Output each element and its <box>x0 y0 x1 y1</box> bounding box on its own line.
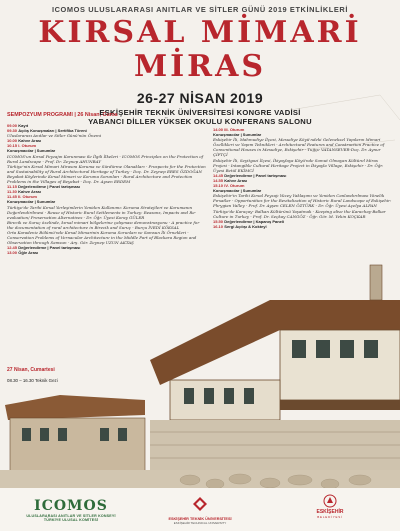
program-right-column <box>213 127 393 229</box>
entry-text: Türkiye'de Karaçay- Balkan Kültürünü Yaşatmak - Keeping alive the Karachay-Balkar Culture in Turkey - Prof. Dr. Seçkay CANGÖZ - Öğr. Gör. M. Yekin KOÇKAR <box>213 208 386 219</box>
entry-time: 12.45 <box>7 245 18 251</box>
entry-time: 14.00 <box>213 127 224 132</box>
venue-line-1: ESKİŞEHİR TEKNİK ÜNİVERSİTESİ KONGRE VADİSİ <box>99 108 301 117</box>
program-entry <box>7 220 207 230</box>
entry-text: Değerlendirme | Panel tartışması <box>18 245 81 251</box>
entry-time: 09.00 <box>7 123 18 128</box>
entry-text: ICOMOS'un Kırsal Peyzajın Korunması ile İlgili İlkeleri - ICOMOS Principles on the Protection of Rural Landscape - Prof. Dr. Zeynep AHUNBAY <box>7 153 204 164</box>
entry-time: 14.55 <box>213 177 224 183</box>
estu-logo <box>150 496 250 525</box>
entry-text: Kahve Arası <box>224 177 248 183</box>
city-emblem-icon <box>323 494 337 508</box>
entry-text: Konuşmacılar | Sunumlar <box>7 148 56 154</box>
entry-text: Değerlendirme | Kapanış Paneli <box>224 218 285 224</box>
entry-time: 11.45 <box>7 194 17 200</box>
entry-text: IV. Oturum <box>224 183 245 189</box>
program-entry <box>7 250 207 255</box>
header <box>0 5 400 126</box>
entry-text: Değerlendirme | Panel tartışması <box>224 172 287 178</box>
icomos-logo <box>16 498 126 522</box>
entry-text: II. Oturum <box>18 194 37 200</box>
program-entry <box>7 164 207 174</box>
icomos-logo-name: ICOMOS <box>34 498 108 514</box>
program-entry <box>7 230 207 245</box>
entry-text: I. Oturum <box>18 143 37 149</box>
entry-text: Konuşmacılar | Sunumlar <box>7 199 56 205</box>
entry-time: 11.15 <box>7 184 17 190</box>
program-entry <box>7 174 207 184</box>
entry-time: 15.50 <box>213 218 224 224</box>
entry-text: Uluslararası Anıtlar ve Sitler Günü'nün Önemi <box>7 133 102 139</box>
entry-text: Orta Karadeniz Bölümü'nde Kırsal Mimarinin Koruma Sorunları ve Samsun İli Örnekleri - Conservation Problems of Vernacular Architecture in the Middle Part of Blackara Region and Observation through Samsun - Arş. Gör. Zeynep UZUN AKTAŞ <box>7 229 197 246</box>
city-name: ESKİŞEHİR <box>316 509 344 515</box>
day2-title: 27 Nisan, Cumartesi <box>7 367 55 373</box>
entry-text: Eskişehir İli, Seyitgazi İlçesi, İkiyaylaya Köyü'nde Somut Olmayan Kültürel Miras Projesi - Intangible Cultural Heritage Project in İkiyayla Village, Eskişehir - Dr. Öğr. Üyesi Betül EKİMCİ <box>213 157 384 173</box>
estu-sub: ESKİŞEHİR TECHNICAL UNIVERSITY <box>173 521 227 525</box>
program-entry <box>213 158 393 173</box>
entry-time: 10.00 <box>7 138 18 144</box>
entry-time: 14.45 <box>213 172 224 178</box>
day2-item <box>7 378 58 383</box>
entry-time: 13.00 <box>7 250 18 256</box>
program-entry <box>213 209 393 219</box>
entry-text: Açılış Konuşmaları | Sertifika Töreni <box>18 128 87 134</box>
entry-time: 16.10 <box>213 223 224 229</box>
event-kicker: ICOMOS ULUSLARARASI ANITLAR VE SİTLER GÜNÜ 2019 ETKİNLİKLERİ <box>51 5 349 14</box>
icomos-logo-sub2: TÜRKİYE ULUSAL KOMİTESİ <box>43 518 99 522</box>
entry-text: Kahve Arası <box>18 138 42 144</box>
entry-text: Türkiye'de Tarihi Kırsal Yerleşimlerin Yeniden Kullanımı: Koruma Stratejileri ve Korumanın Değerlendirilmesi - Reuse of Historic Rural Settlements in Turkey: Reasons, Impacts and Re-evaluation/ Preservation Alternatives - Dr. Öğr. Üyesi Koray GÜLER <box>7 204 197 220</box>
program-title: SEMPOZYUM PROGRAMI | 26 Nisan, Cuma <box>7 112 118 118</box>
entry-text: Türkiye'nin Kırsal Mimari Mirasını Koruma ve Sürdürme Olanakları - Prospects for the Protection and Sustainability of Rural Architectural Heritage of Turkey - Doç. Dr. Zeynep ERES ÖZDOĞAN <box>7 163 206 174</box>
entry-text: Konuşmacılar | Sunumlar <box>213 132 262 138</box>
entry-text: Sergi Açılışı & Kokteyl <box>224 223 267 229</box>
entry-time: 11.30 <box>7 189 17 195</box>
estu-name: ESKİŞEHİR TEKNİK ÜNİVERSİTESİ <box>168 517 232 521</box>
city-logo <box>300 494 360 519</box>
program-entry <box>7 154 207 164</box>
entry-text: Öğle Arası <box>18 250 39 256</box>
estu-emblem-icon <box>192 496 208 512</box>
entry-text: Kahve Arası <box>18 189 42 195</box>
day2-time: 08.30 – 16.30 <box>7 378 34 383</box>
entry-text: Eskişehir'in Tarihi Kırsal Peyzajı Yüzey Yaklaşımı ve Yeniden Canlandırılması Yönelik Fırsatlar - Opportunities for the Revitalization of Historic Rural Landscape of Eskişehir: Phrygian Valley - Prof. Dr. Ayşen CELEN ÖZTÜRK - Dr. Öğr. Üyesi Açelya ALPAN <box>213 193 392 209</box>
program-entry <box>213 224 393 229</box>
entry-time: 09.30 <box>7 128 18 134</box>
city-sub: BELEDİYESİ <box>317 515 343 519</box>
venue-line-2: YABANCI DİLLER YÜKSEK OKULU KONFERANS SALONU <box>88 117 312 126</box>
program-left-column <box>7 123 207 255</box>
event-date: 26-27 NİSAN 2019 <box>136 90 264 106</box>
entry-text: Eskişehir İli, Mahmudiye İlçesi, Mesudiye Köyü'ndeki Geleneksel Yapıların Mimari Özellikleri ve Yapım Teknikleri - Architectural Features and Construction Practice of Conventional Houses in Mesudiye, Eskişehir - Tuğçe VATANSEVER-Doç. Dr. Aynur ÇİFTÇİ <box>213 137 385 158</box>
entry-text: Konuşmacılar | Sunumlar <box>213 188 262 194</box>
entry-time: 15.10 <box>213 183 224 189</box>
entry-text: Beyabat Köylerinde Kırsal Mimari ve Koruma Sorunları - Rural Architecture and Protection Problems in the Villages of Beyabat - Doç. Dr. Aysen ERDEM <box>7 173 193 185</box>
entry-text: III. Oturum <box>224 127 245 132</box>
icomos-logo-sub1: ULUSLARARASI ANITLAR VE SİTLER KONSEYİ <box>26 514 116 518</box>
program-entry <box>213 137 393 157</box>
entry-time: 10.15 <box>7 143 18 149</box>
program-entry <box>7 205 207 220</box>
entry-text: Değerlendirme | Panel tartışması <box>18 184 81 190</box>
entry-text: Birecik ve Suruç özelinde, kırsal mimari bölgelerine çalışması demonstrasyonu - A practice for the documentation of rural architecture in Birecik and Suruç - Burçu İVEDİ KÖKSAL <box>7 219 200 230</box>
program-entry <box>213 193 393 208</box>
day2-text: Teknik Gezi <box>35 378 58 383</box>
entry-text: Kayıt <box>18 123 29 128</box>
poster-title: KIRSAL MİMARİ MİRAS <box>38 15 362 84</box>
